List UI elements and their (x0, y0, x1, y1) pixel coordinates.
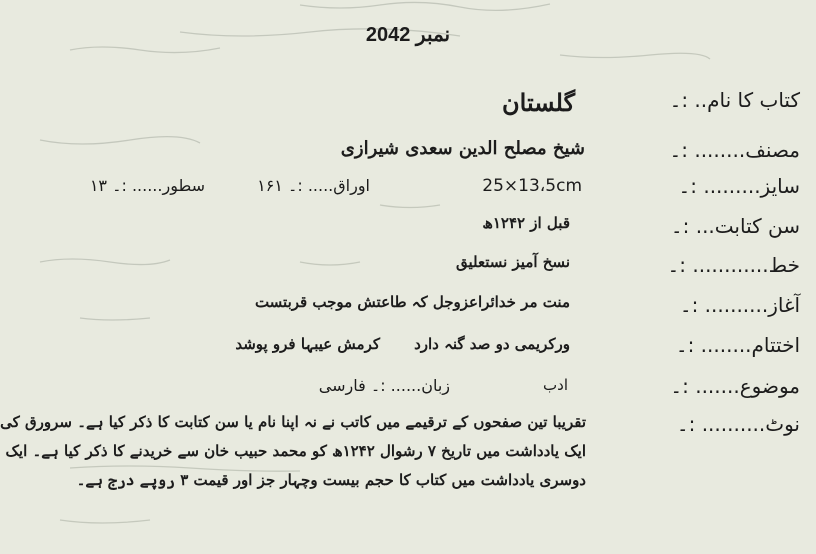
author-label: مصنف........ :۔ (669, 138, 800, 162)
field-row-beginning (16, 293, 800, 329)
field-row-date-of-copying (16, 214, 800, 250)
beginning-label: آغاز.......... :۔ (679, 293, 800, 317)
note-line: دوسری یادداشت میں کتاب کا حجم بیست وچہار جز اور قیمت ۳ روپے درج ہے۔ (76, 471, 586, 489)
field-row-script (16, 253, 800, 289)
ending-label: اختتام........ :۔ (675, 333, 800, 357)
size-dimensions: 25×13،5cm (482, 176, 582, 196)
subject-value: ادب (543, 376, 568, 394)
lines-count: سطور...... :۔ ۱۳ (89, 176, 205, 195)
author-value: شیخ مصلح الدین سعدی شیرازی (340, 138, 585, 159)
note-line: تقریبا تین صفحوں کے ترقیمے میں کاتب نے نہ اپنا نام یا سن کتابت کا ذکر کیا ہے۔ سرورق کی (0, 413, 586, 431)
note-text (0, 408, 586, 495)
note-line: ایک یادداشت میں تاریخ ۷ رشوال ۱۲۴۲ھ کو محمد حبیب خان سے خریدنے کا ذکر کیا ہے۔ ایک (5, 442, 586, 460)
script-value: نسخ آمیز نستعلیق (455, 253, 570, 271)
subject-label: موضوع....... :۔ (670, 374, 800, 398)
book-name-label: کتاب کا نام.. :۔ (669, 88, 800, 112)
date-of-copying-value: قبل از ۱۲۴۲ھ (482, 214, 570, 232)
note-label: نوٹ.......... :۔ (676, 412, 800, 436)
script-label: خط............ :۔ (667, 253, 800, 277)
size-label: سایز......... :۔ (678, 174, 800, 198)
field-row-author (16, 138, 800, 174)
book-name-value: گلستان (502, 88, 575, 117)
field-row-size (16, 174, 800, 210)
language-value: زبان...... :۔ فارسی (318, 376, 450, 395)
ending-value-first-half: ورکریمی دو صد گنہ دارد (414, 335, 570, 353)
ending-value-second-half: کرمش عیبہا فرو پوشد (235, 335, 380, 353)
field-row-subject (16, 374, 800, 410)
field-row-book-name (16, 88, 800, 124)
pages-count: اوراق..... :۔ ۱۶۱ (257, 176, 370, 195)
date-of-copying-label: سن کتابت... :۔ (670, 214, 800, 238)
beginning-value: منت مر خدائراعزوجل کہ طاعتش موجب قربتست (254, 293, 570, 311)
field-row-ending (16, 333, 800, 369)
document-number-title: نمبر 2042 (365, 24, 451, 46)
